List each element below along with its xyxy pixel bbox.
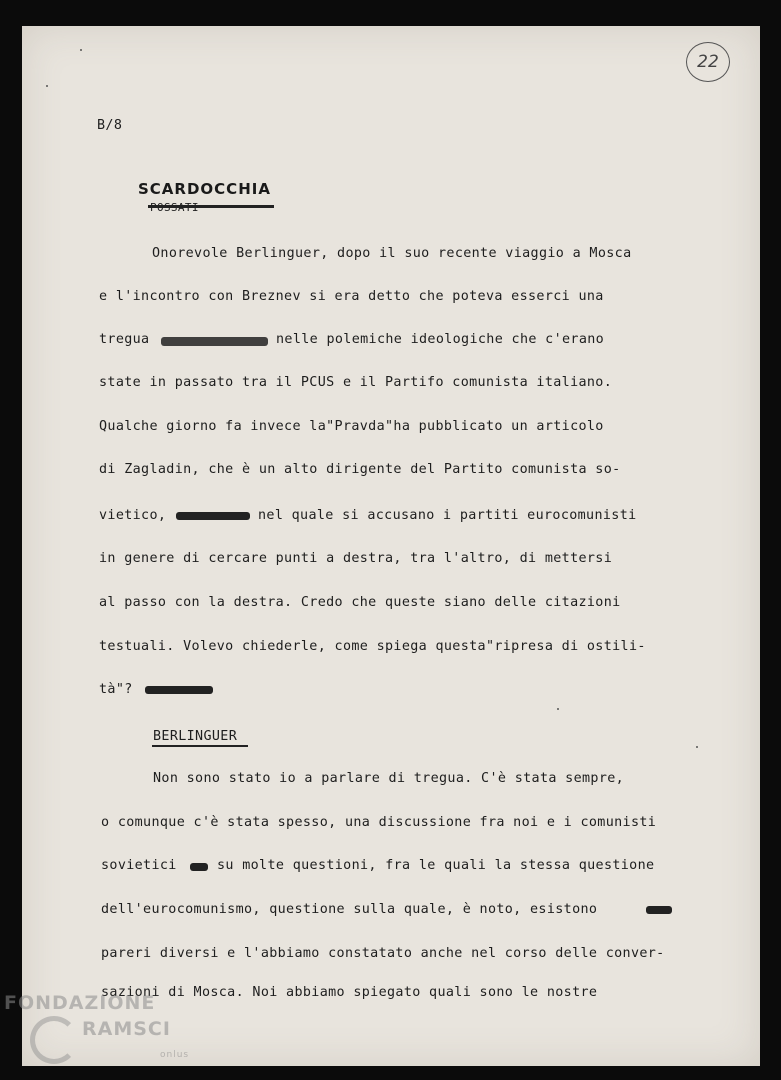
- answer-line-5: pareri diversi e l'abbiamo constatato anche nel corso delle conver-: [101, 946, 665, 961]
- watermark-g-icon: [30, 1016, 78, 1064]
- underline: [152, 745, 248, 747]
- question-line-11: tà"?: [99, 682, 133, 697]
- speckle: [46, 85, 48, 87]
- archive-page-number: 22: [686, 42, 730, 82]
- question-line-6: di Zagladin, che è un alto dirigente del Partito comunista so-: [99, 462, 621, 477]
- question-line-3a: tregua: [99, 332, 150, 347]
- question-line-2: e l'incontro con Breznev si era detto che poteva esserci una: [99, 289, 604, 304]
- answer-line-3b: su molte questioni, fra le quali la stessa questione: [217, 858, 655, 873]
- speckle: [557, 708, 559, 710]
- question-line-8: in genere di cercare punti a destra, tra l'altro, di mettersi: [99, 551, 613, 566]
- question-line-10: testuali. Volevo chiederle, come spiega questa"ripresa di ostili-: [99, 639, 646, 654]
- answer-line-3a: sovietici: [101, 858, 177, 873]
- speckle: [80, 49, 82, 51]
- redaction: [176, 512, 250, 520]
- redaction: [646, 906, 672, 914]
- question-line-5: Qualche giorno fa invece la"Pravda"ha pubblicato un articolo: [99, 419, 604, 434]
- answer-line-2: o comunque c'è stata spesso, una discussione fra noi e i comunisti: [101, 815, 657, 830]
- question-line-1: Onorevole Berlinguer, dopo il suo recente viaggio a Mosca: [152, 246, 632, 261]
- question-line-4: state in passato tra il PCUS e il Partifo comunista italiano.: [99, 375, 613, 390]
- speckle: [696, 746, 698, 748]
- question-line-3b: nelle polemiche ideologiche che c'erano: [276, 332, 605, 347]
- watermark-line-3: onlus: [160, 1050, 190, 1060]
- question-line-9: al passo con la destra. Credo che queste siano delle citazioni: [99, 595, 621, 610]
- speaker-name: BERLINGUER: [153, 729, 238, 744]
- answer-line-6: sazioni di Mosca. Noi abbiamo spiegato quali sono le nostre: [101, 985, 598, 1000]
- watermark-logo: [4, 992, 155, 1014]
- question-line-7a: vietico,: [99, 508, 167, 523]
- watermark-line-2: RAMSCI: [82, 1018, 171, 1040]
- watermark-line-1: FONDAZIONE: [4, 992, 156, 1014]
- strike-through: [148, 205, 274, 208]
- redaction: [161, 337, 268, 346]
- answer-line-1: Non sono stato io a parlare di tregua. C'è stata sempre,: [153, 771, 625, 786]
- speaker-name-handwritten: SCARDOCCHIA: [138, 180, 271, 198]
- redaction: [145, 686, 213, 694]
- answer-line-4: dell'eurocomunismo, questione sulla quale, è noto, esistono: [101, 902, 598, 917]
- reference-code: B/8: [97, 118, 123, 133]
- redaction: [190, 863, 208, 871]
- question-line-7b: nel quale si accusano i partiti eurocomunisti: [258, 508, 637, 523]
